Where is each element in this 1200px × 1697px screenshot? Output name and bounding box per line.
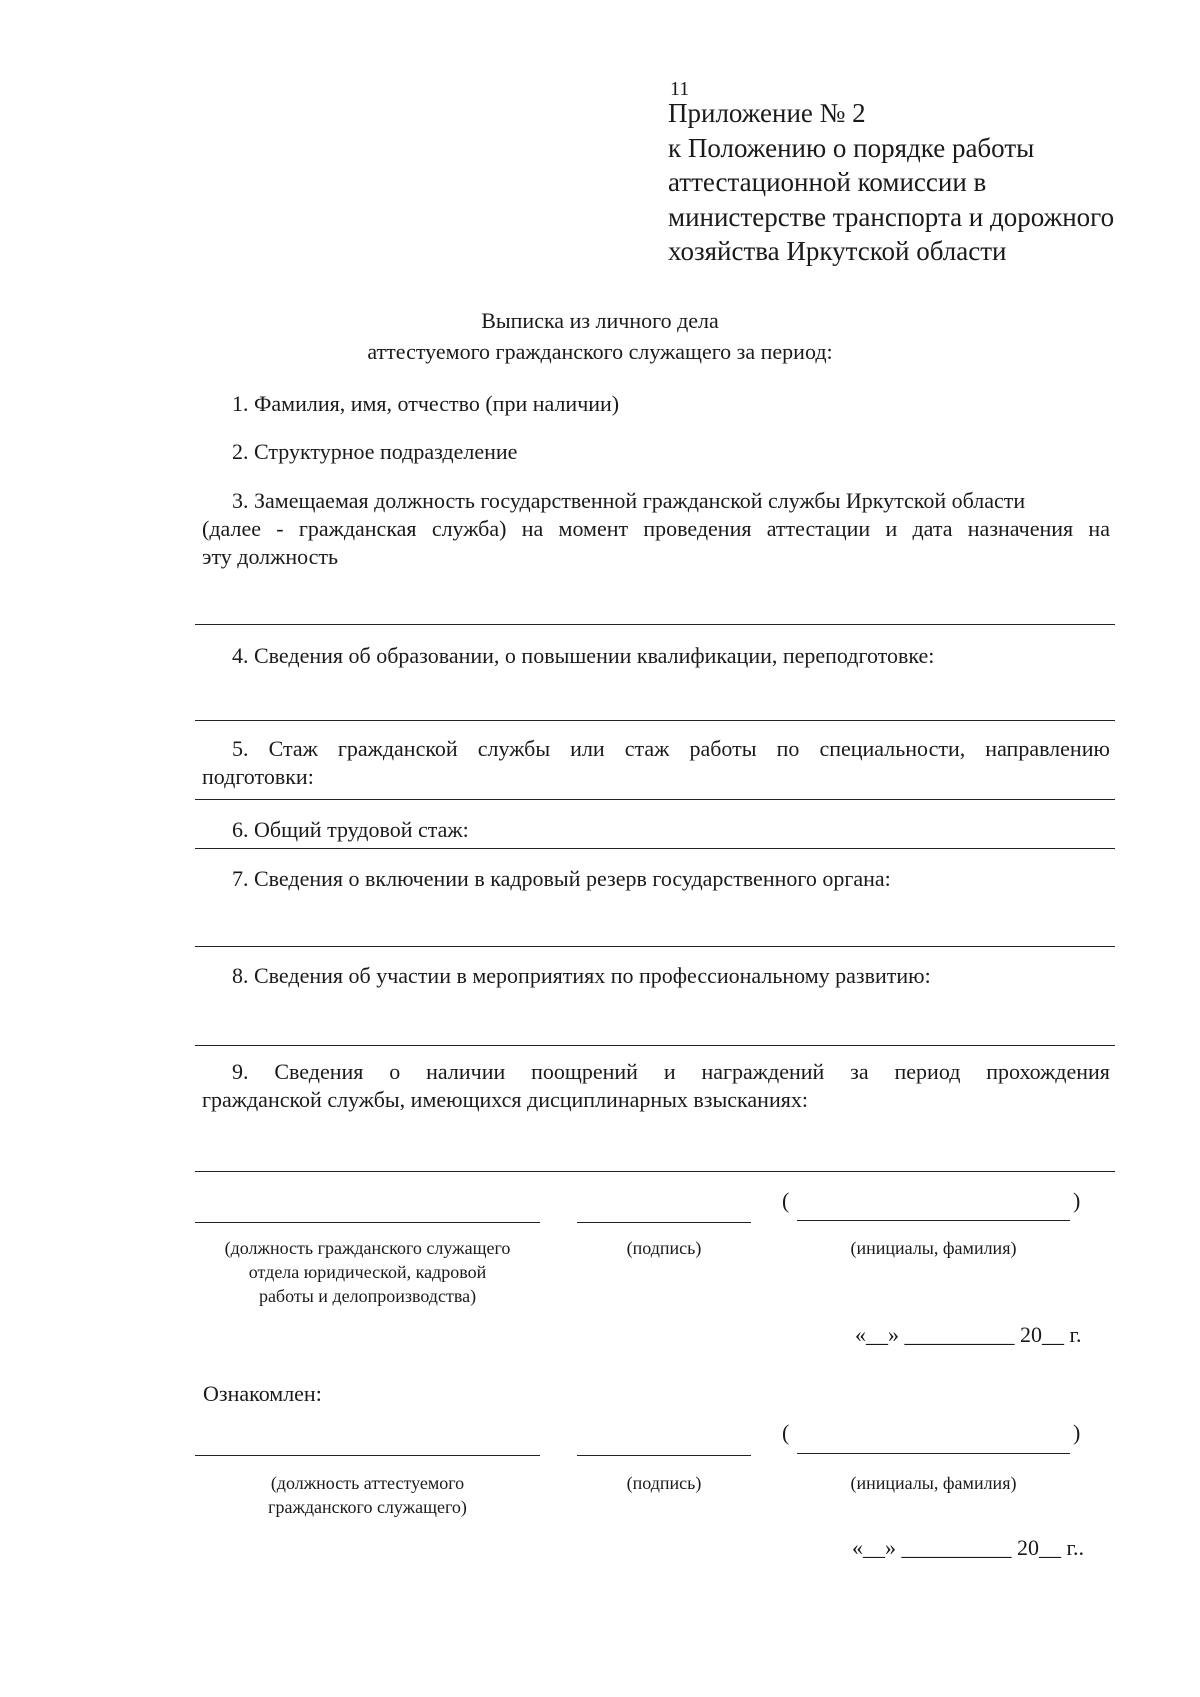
word: награждений	[701, 1059, 825, 1084]
date-field: «__» __________ 20__ г..	[852, 1535, 1085, 1560]
item-position-line2	[202, 515, 1110, 543]
signature-line	[577, 1222, 751, 1223]
item-education: 4. Сведения об образовании, о повышении квалификации, переподготовке:	[232, 643, 935, 668]
word: за	[850, 1059, 869, 1084]
word: Сведения	[274, 1059, 364, 1084]
word: стаж	[624, 736, 670, 761]
word: и	[663, 1059, 676, 1084]
appendix-line: Приложение № 2	[668, 98, 866, 128]
fill-line	[195, 1171, 1115, 1172]
caption-line: работы и делопроизводства)	[258, 1286, 477, 1306]
item-full-name: 1. Фамилия, имя, отчество (при наличии)	[232, 391, 620, 416]
paren-open: (	[782, 1420, 790, 1445]
word: служба)	[431, 516, 507, 541]
item-position-line3: эту должность	[202, 544, 339, 569]
caption-line: (должность гражданского служащего	[224, 1238, 511, 1258]
name-caption: (инициалы, фамилия)	[850, 1238, 1017, 1258]
word: направлению	[985, 736, 1110, 761]
signature-caption: (подпись)	[626, 1238, 702, 1258]
fill-line	[195, 799, 1115, 800]
appendix-line: к Положению о порядке работы	[668, 132, 1035, 163]
item-position	[202, 487, 1110, 571]
appendix-header	[668, 96, 1114, 269]
word: дата	[912, 516, 953, 541]
document-title-line2: аттестуемого гражданского служащего за период:	[367, 339, 833, 364]
word: проведения	[643, 516, 752, 541]
word: -	[276, 516, 284, 541]
fill-line	[195, 624, 1115, 625]
word: Стаж	[268, 736, 318, 761]
document-title-line1: Выписка из личного дела	[481, 308, 719, 333]
signature-caption: (подпись)	[626, 1473, 702, 1493]
caption-line: отдела юридической, кадровой	[248, 1262, 487, 1282]
name-signature-line	[797, 1220, 1070, 1221]
word: (далее	[202, 516, 261, 541]
word: или	[570, 736, 605, 761]
paren-open: (	[782, 1188, 790, 1213]
signature-line	[577, 1455, 751, 1456]
word: период	[894, 1059, 961, 1084]
word: на	[1088, 516, 1110, 541]
item-total-experience: 6. Общий трудовой стаж:	[232, 817, 469, 842]
page-number: 11	[670, 78, 690, 100]
word: гражданской	[337, 736, 458, 761]
word: аттестации	[766, 516, 871, 541]
name-signature-line	[797, 1453, 1070, 1454]
item-position-line1: 3. Замещаемая должность государственной гражданской службы Иркутской области	[232, 488, 1026, 513]
acknowledged-label: Ознакомлен:	[203, 1381, 322, 1406]
word: работы	[689, 736, 757, 761]
position-signature-line	[195, 1222, 540, 1223]
word: прохождения	[986, 1059, 1110, 1084]
position-signature-line	[195, 1455, 540, 1456]
word: гражданская	[298, 516, 417, 541]
word: специальности,	[819, 736, 966, 761]
fill-line	[195, 1045, 1115, 1046]
word: момент	[558, 516, 629, 541]
appendix-line: хозяйства Иркутской области	[668, 236, 1007, 266]
item-personnel-reserve: 7. Сведения о включении в кадровый резерв государственного органа:	[232, 866, 891, 891]
word: поощрений	[531, 1059, 638, 1084]
position-caption	[195, 1471, 540, 1519]
item-awards	[202, 1058, 1110, 1114]
word: на	[521, 516, 544, 541]
appendix-line: министерстве транспорта и дорожного	[668, 201, 1115, 232]
word: о	[389, 1059, 401, 1084]
word: 9.	[232, 1059, 249, 1084]
item-service-length	[202, 735, 1110, 791]
item-awards-line2: гражданской службы, имеющихся дисциплинарных взысканиях:	[202, 1087, 808, 1112]
word: службы	[477, 736, 551, 761]
word: 5.	[232, 736, 249, 761]
caption-line: гражданского служащего)	[268, 1497, 467, 1517]
word: по	[776, 736, 800, 761]
item-service-length-line2: подготовки:	[202, 764, 314, 789]
item-department: 2. Структурное подразделение	[232, 439, 518, 464]
paren-close: )	[1073, 1420, 1081, 1445]
fill-line	[195, 848, 1115, 849]
fill-line	[195, 720, 1115, 721]
item-professional-development: 8. Сведения об участии в мероприятиях по профессиональному развитию:	[232, 963, 931, 988]
name-caption: (инициалы, фамилия)	[850, 1473, 1017, 1493]
word: назначения	[967, 516, 1074, 541]
fill-line	[195, 946, 1115, 947]
word: и	[885, 516, 898, 541]
caption-line: (должность аттестуемого	[270, 1473, 465, 1493]
appendix-line: аттестационной комиссии в	[668, 167, 987, 197]
date-field: «__» __________ 20__ г.	[855, 1322, 1082, 1347]
item-awards-line1	[202, 1058, 1110, 1086]
word: наличии	[426, 1059, 506, 1084]
item-service-length-line1	[202, 735, 1110, 763]
position-caption	[195, 1236, 540, 1308]
paren-close: )	[1073, 1188, 1081, 1213]
